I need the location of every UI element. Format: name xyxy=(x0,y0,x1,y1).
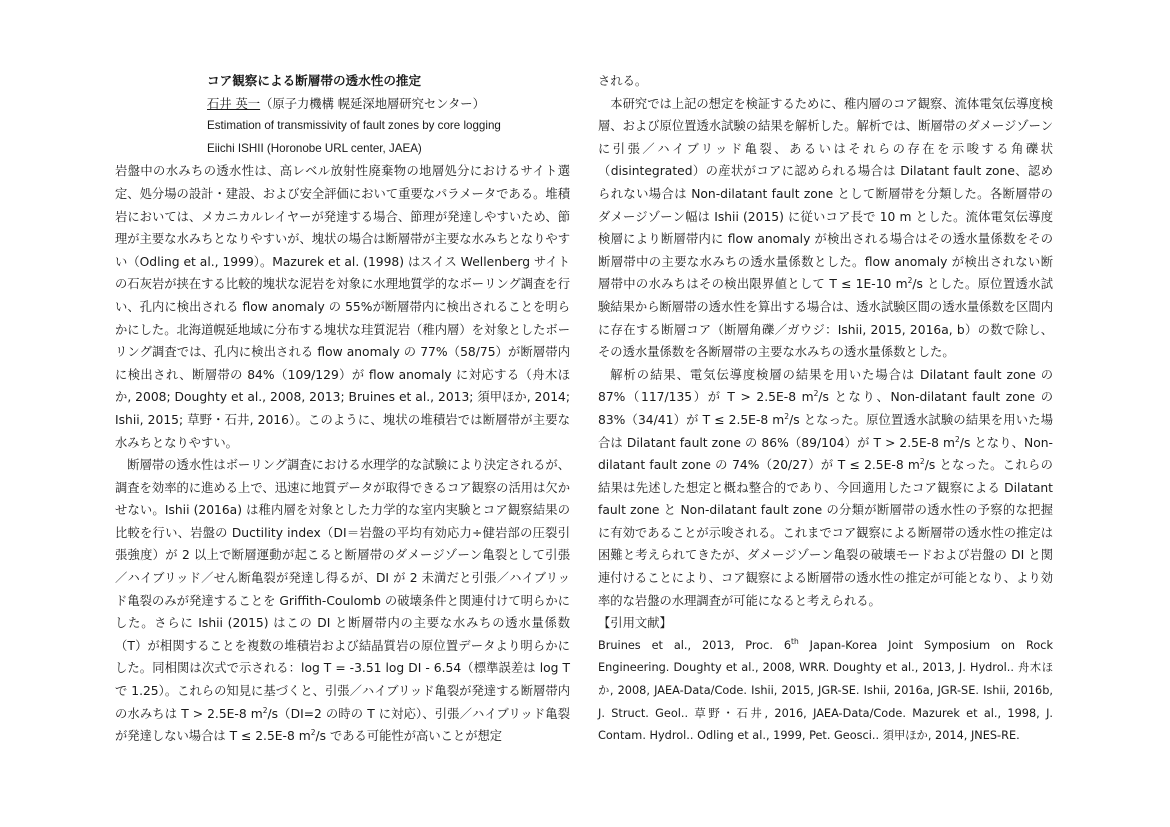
references-list xyxy=(598,635,1053,748)
paragraph-text: /s（DI=2 の時の T に対応）、引張／ハイブリッド亀裂が発達しない場合は T ≤ 2.5E-8 m xyxy=(115,706,570,744)
paragraph xyxy=(598,70,1053,93)
paragraph-text: /s となった。これらの結果は先述した想定と概ね整合的であり、今回適用したコア観察による Dilatant fault zone と Non-dilatant fault zone の分類が断層帯の透水性の予察的な把握に有効であることが示唆される。これまでコア観察による断層帯の透水性の推定は困難と考えられてきたが、ダメージゾーン亀裂の破壊モードおよび岩盤の DI と関連付けることにより、コア観察による断層帯の透水性の推定が可能となり、より効率的な岩盤の水理調査が可能になると考えられる。 xyxy=(598,458,1053,608)
author-name: 石井 英一 xyxy=(207,96,261,111)
paragraph-text: される。 xyxy=(598,74,648,88)
paragraph-text: /s である可能性が高いことが想定 xyxy=(315,729,503,744)
paragraph-text: /s となり、Non-dilatant fault zone の 83%（34/41）が T ≤ 2.5E-8 m xyxy=(598,390,1053,427)
superscript: 2 xyxy=(813,389,819,399)
paragraph-text: /s となった。原位置透水試験の結果を用いた場合は Dilatant fault zone の 86%（89/104）が T > 2.5E-8 m xyxy=(598,412,1053,450)
paragraph-text: /s となり、Non-dilatant fault zone の 74%（20/27）が T ≤ 2.5E-8 m xyxy=(598,435,1053,473)
paragraph xyxy=(598,364,1053,613)
superscript: 2 xyxy=(262,705,268,715)
author-affiliation: （原子力機構 幌延深地層研究センター） xyxy=(260,96,485,111)
superscript: 2 xyxy=(907,276,913,286)
reference-text: Japan-Korea Joint Symposium on Rock Engineering. Doughty et al., 2008, WRR. Doughty et al., 2013, J. Hydrol.. 舟木ほか, 2008, JAEA-Data/Code. Ishii, 2015, JGR-SE. Ishii, 2016a, JGR-SE. Ishii, 2016b, J. Struct. Geol.. 草野・石井, 2016, JAEA-Data/Code. Mazurek et al., 1998, J. Contam. Hydrol.. Odling et al., 1999, Pet. Geosci.. 須甲ほか, 2014, JNES-RE. xyxy=(598,638,1053,743)
reference-text: Bruines et al., 2013, Proc. 6 xyxy=(598,638,792,652)
paragraph-text: 解析の結果、電気伝導度検層の結果を用いた場合は Dilatant fault zone の 87%（117/135）が T > 2.5E-8 m xyxy=(598,367,1053,405)
superscript: th xyxy=(791,637,799,647)
superscript: 2 xyxy=(310,728,316,738)
paragraph-text: 断層帯の透水性はボーリング調査における水理学的な試験により決定されるが、調査を効率的に進める上で、迅速に地質データが取得できるコア観察の活用は欠かせない。Ishii (2016a) は稚内層を対象とした力学的な室内実験とコア観察結果の比較を行い、岩盤の Ductility index（DI＝岩盤の平均有効応力÷健岩部の圧裂引張強度）が 2 以上で断層運動が起こると断層帯のダメージゾーン亀裂として引張／ハイブリッド／せん断亀裂が発達し得るが、DI が 2 未満だと引張／ハイブリッド亀裂のみが発達することを Griffith-Coulomb の破壊条件と関連付けて明らかにした。さらに Ishii (2015) はこの DI と断層帯内の主要な水みちの透水量係数（T）が相関することを複数の堆積岩および結晶質岩の原位置データより明らかにした。同相関は次式で示される：log T = -3.51 log DI - 6.54（標準誤差は log T で 1.25）。これらの知見に基づくと、引張／ハイブリッド亀裂が発達する断層帯内の水みちは T > 2.5E-8 m xyxy=(115,458,570,721)
references-heading: 【引用文献】 xyxy=(598,616,672,631)
paragraph-text: 岩盤中の水みちの透水性は、高レベル放射性廃棄物の地層処分におけるサイト選定、処分場の設計・建設、および安全評価において重要なパラメータである。堆積岩においては、メカニカルレイヤーが発達する場合、節理が発達しやすいため、節理が主要な水みちとなりやすいが、塊状の場合は断層帯が主要な水みちとなりやすい（Odling et al., 1999）。Mazurek et al. (1998) はスイス Wellenberg サイトの石灰岩が挟在する比較的塊状な泥岩を対象に水理地質学的なボーリング調査を行い、孔内に検出される flow anomaly の 55%が断層帯内に検出されることを明らかにした。北海道幌延地域に分布する塊状な珪質泥岩（稚内層）を対象としたボーリング調査では、孔内に検出される flow anomaly の 77%（58/75）が断層帯内に検出され、断層帯の 84%（109/129）が flow anomaly に対応する（舟木ほか, 2008; Doughty et al., 2008, 2013; Bruines et al., 2013; 須甲ほか, 2014; Ishii, 2015; 草野・石井, 2016）。このように、塊状の堆積岩では断層帯が主要な水みちとなりやすい。 xyxy=(115,164,570,450)
paper-title: コア観察による断層帯の透水性の推定 xyxy=(207,73,422,88)
superscript: 2 xyxy=(784,411,790,421)
paragraph xyxy=(598,93,1053,364)
author-line xyxy=(115,93,570,116)
right-body xyxy=(598,70,1053,612)
english-author: Eiichi ISHII (Horonobe URL center, JAEA) xyxy=(207,141,422,155)
paragraph xyxy=(115,454,570,748)
paragraph-text: /s とした。原位置透水試験結果から断層帯の透水性を算出する場合は、透水試験区間の透水量係数を区間内に存在する断層コア（断層角礫／ガウジ：Ishii, 2015, 2016a, b）の数で除し、その透水量係数を各断層帯の主要な水みちの透水量係数とした。 xyxy=(598,277,1053,360)
english-title: Estimation of transmissivity of fault zones by core logging xyxy=(207,119,501,133)
paragraph xyxy=(115,160,570,454)
paragraph-text: 本研究では上記の想定を検証するために、稚内層のコア観察、流体電気伝導度検層、および原位置透水試験の結果を解析した。解析では、断層帯のダメージゾーンに引張／ハイブリッド亀裂、あるいはそれらの存在を示唆する角礫状（disintegrated）の産状がコアに認められる場合は Dilatant fault zone、認められない場合は Non-dilatant fault zone として断層帯を分類した。各断層帯のダメージゾーン幅は Ishii (2015) に従いコア長で 10 m とした。流体電気伝導度検層により断層帯内に flow anomaly が検出される場合はその透水量係数をその断層帯中の主要な水みちの透水量係数とした。flow anomaly が検出されない断層帯中の水みちはその検出限界値として T ≤ 1E-10 m xyxy=(598,96,1053,292)
superscript: 2 xyxy=(955,434,960,444)
left-column xyxy=(115,70,570,748)
right-column xyxy=(598,70,1053,748)
superscript: 2 xyxy=(919,457,925,466)
left-body xyxy=(115,160,570,747)
